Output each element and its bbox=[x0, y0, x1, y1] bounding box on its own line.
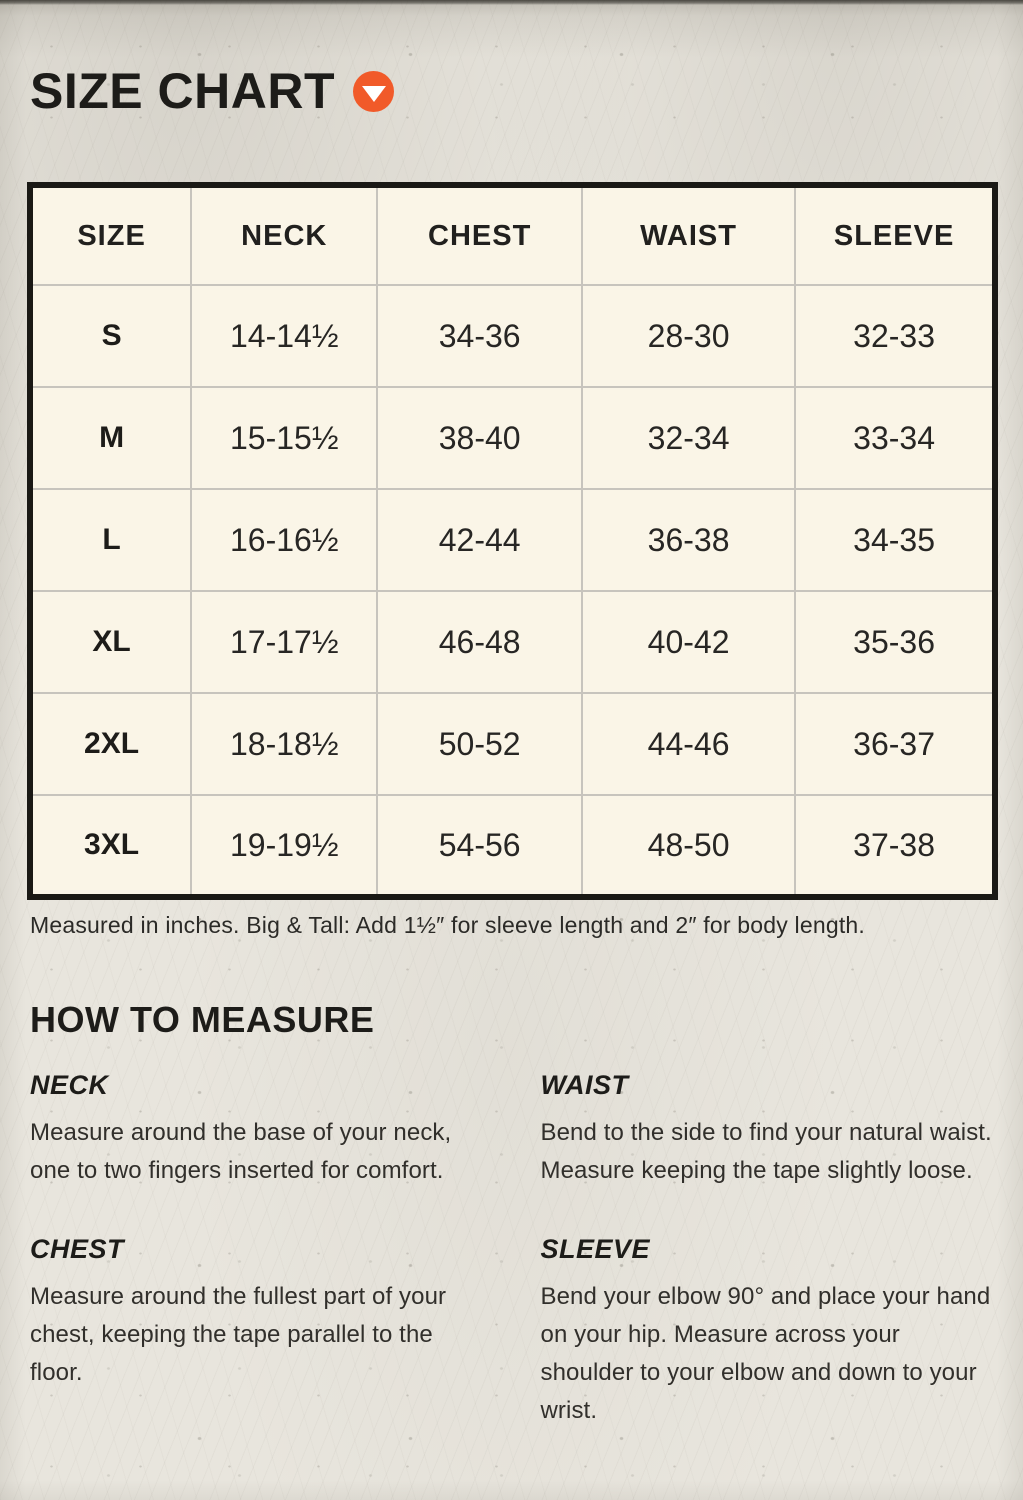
table-cell: 36-38 bbox=[582, 489, 795, 591]
table-cell: 15-15½ bbox=[191, 387, 377, 489]
size-table bbox=[27, 182, 998, 900]
table-cell: 44-46 bbox=[582, 693, 795, 795]
how-to-measure-heading: HOW TO MEASURE bbox=[30, 999, 375, 1040]
table-cell: 16-16½ bbox=[191, 489, 377, 591]
table-cell: 35-36 bbox=[795, 591, 995, 693]
table-row bbox=[30, 489, 995, 591]
table-cell: 54-56 bbox=[377, 795, 582, 897]
table-cell: 33-34 bbox=[795, 387, 995, 489]
table-row bbox=[30, 693, 995, 795]
table-cell: 42-44 bbox=[377, 489, 582, 591]
row-label: L bbox=[30, 489, 191, 591]
column-header-neck: NECK bbox=[191, 185, 377, 285]
section-chest-label: CHEST bbox=[30, 1233, 125, 1264]
row-label: S bbox=[30, 285, 191, 387]
table-cell: 38-40 bbox=[377, 387, 582, 489]
column-header-chest: CHEST bbox=[377, 185, 582, 285]
table-cell: 34-36 bbox=[377, 285, 582, 387]
section-neck-label: NECK bbox=[30, 1070, 109, 1100]
table-cell: 28-30 bbox=[582, 285, 795, 387]
table-cell: 17-17½ bbox=[191, 591, 377, 693]
table-row bbox=[30, 591, 995, 693]
table-row bbox=[30, 795, 995, 897]
table-cell: 18-18½ bbox=[191, 693, 377, 795]
section-waist bbox=[541, 1070, 994, 1190]
table-header-row bbox=[30, 185, 995, 285]
table-cell: 32-34 bbox=[582, 387, 795, 489]
section-waist-text: Bend to the side to find your natural waist. Measure keeping the tape slightly loose. bbox=[540, 1119, 992, 1184]
table-cell: 19-19½ bbox=[191, 795, 377, 897]
table-cell: 36-37 bbox=[795, 693, 995, 795]
how-to-measure-sections bbox=[30, 1070, 993, 1429]
page-title: SIZE CHART bbox=[30, 63, 335, 119]
section-waist-label: WAIST bbox=[540, 1070, 629, 1100]
page-header bbox=[30, 63, 394, 119]
triangle-down-icon bbox=[362, 86, 386, 102]
section-neck-text: Measure around the base of your neck, one to two fingers inserted for comfort. bbox=[30, 1119, 452, 1184]
row-label: XL bbox=[30, 591, 191, 693]
row-label: 2XL bbox=[30, 693, 191, 795]
table-cell: 46-48 bbox=[377, 591, 582, 693]
column-header-waist: WAIST bbox=[582, 185, 795, 285]
table-cell: 40-42 bbox=[582, 591, 795, 693]
table-row bbox=[30, 285, 995, 387]
column-header-sleeve: SLEEVE bbox=[795, 185, 995, 285]
table-cell: 32-33 bbox=[795, 285, 995, 387]
table-cell: 37-38 bbox=[795, 795, 995, 897]
table-row bbox=[30, 387, 995, 489]
table-cell: 50-52 bbox=[377, 693, 582, 795]
row-label: M bbox=[30, 387, 191, 489]
section-sleeve-text: Bend your elbow 90° and place your hand on your hip. Measure across your shoulder to your elbow and down to your wrist. bbox=[540, 1282, 991, 1424]
section-sleeve-label: SLEEVE bbox=[540, 1233, 651, 1264]
table-cell: 14-14½ bbox=[191, 285, 377, 387]
table-cell: 48-50 bbox=[582, 795, 795, 897]
table-cell: 34-35 bbox=[795, 489, 995, 591]
measurement-note: Measured in inches. Big & Tall: Add 1½″ for sleeve length and 2″ for body length. bbox=[30, 912, 866, 938]
section-chest bbox=[30, 1234, 483, 1430]
section-chest-text: Measure around the fullest part of your chest, keeping the tape parallel to the floor. bbox=[30, 1282, 447, 1386]
section-neck bbox=[30, 1070, 483, 1190]
column-header-size: SIZE bbox=[30, 185, 191, 285]
chevron-down-circle-icon[interactable] bbox=[353, 71, 394, 112]
section-sleeve bbox=[541, 1234, 994, 1430]
row-label: 3XL bbox=[30, 795, 191, 897]
